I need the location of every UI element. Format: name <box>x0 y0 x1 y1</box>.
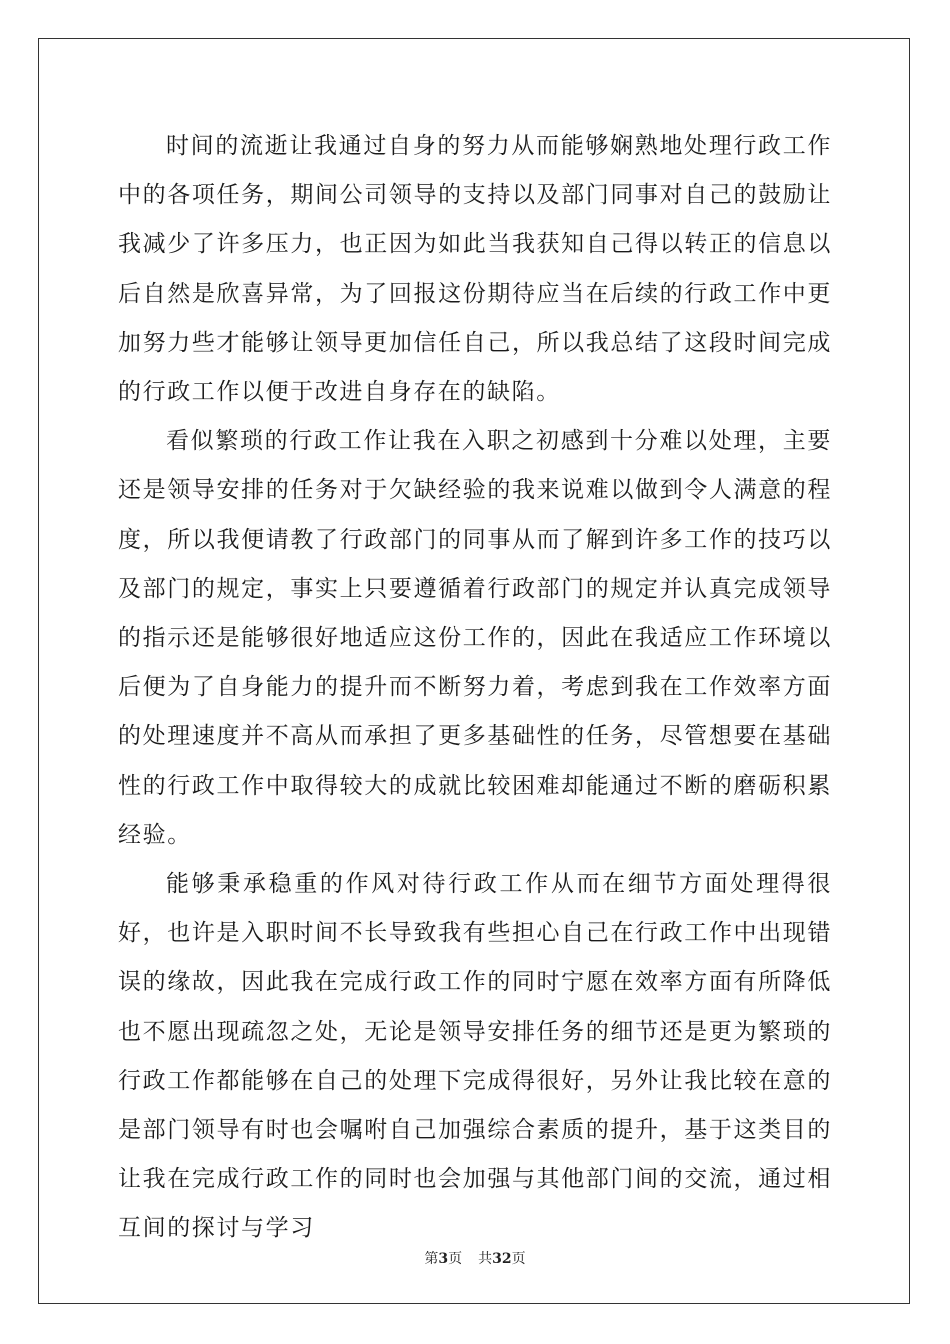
paragraph-1: 时间的流逝让我通过自身的努力从而能够娴熟地处理行政工作中的各项任务，期间公司领导的支持以及部门同事对自己的鼓励让我减少了许多压力，也正因为如此当我获知自己得以转正的信息以后自然是欣喜异常，为了回报这份期待应当在后续的行政工作中更加努力些才能够让领导更加信任自己，所以我总结了这段时间完成的行政工作以便于改进自身存在的缺陷。 <box>118 133 832 406</box>
document-body <box>118 122 832 1254</box>
page-prefix: 第 <box>424 1251 439 1267</box>
total-suffix: 页 <box>511 1251 526 1267</box>
page-suffix: 页 <box>448 1251 463 1267</box>
total-prefix: 共 <box>478 1251 493 1267</box>
paragraph-3: 能够秉承稳重的作风对待行政工作从而在细节方面处理得很好，也许是入职时间不长导致我有些担心自己在行政工作中出现错误的缘故，因此我在完成行政工作的同时宁愿在效率方面有所降低也不愿出现疏忽之处，无论是领导安排任务的细节还是更为繁琐的行政工作都能够在自己的处理下完成得很好，另外让我比较在意的是部门领导有时也会嘱咐自己加强综合素质的提升，基于这类目的让我在完成行政工作的同时也会加强与其他部门间的交流，通过相互间的探讨与学习 <box>118 871 832 1242</box>
page-number: 3 <box>438 1251 449 1267</box>
paragraph-2: 看似繁琐的行政工作让我在入职之初感到十分难以处理，主要还是领导安排的任务对于欠缺经验的我来说难以做到令人满意的程度，所以我便请教了行政部门的同事从而了解到许多工作的技巧以及部门的规定，事实上只要遵循着行政部门的规定并认真完成领导的指示还是能够很好地适应这份工作的，因此在我适应工作环境以后便为了自身能力的提升而不断努力着，考虑到我在工作效率方面的处理速度并不高从而承担了更多基础性的任务，尽管想要在基础性的行政工作中取得较大的成就比较困难却能通过不断的磨砺积累经验。 <box>118 428 832 848</box>
total-pages: 32 <box>492 1251 512 1267</box>
page-footer <box>0 1248 950 1268</box>
